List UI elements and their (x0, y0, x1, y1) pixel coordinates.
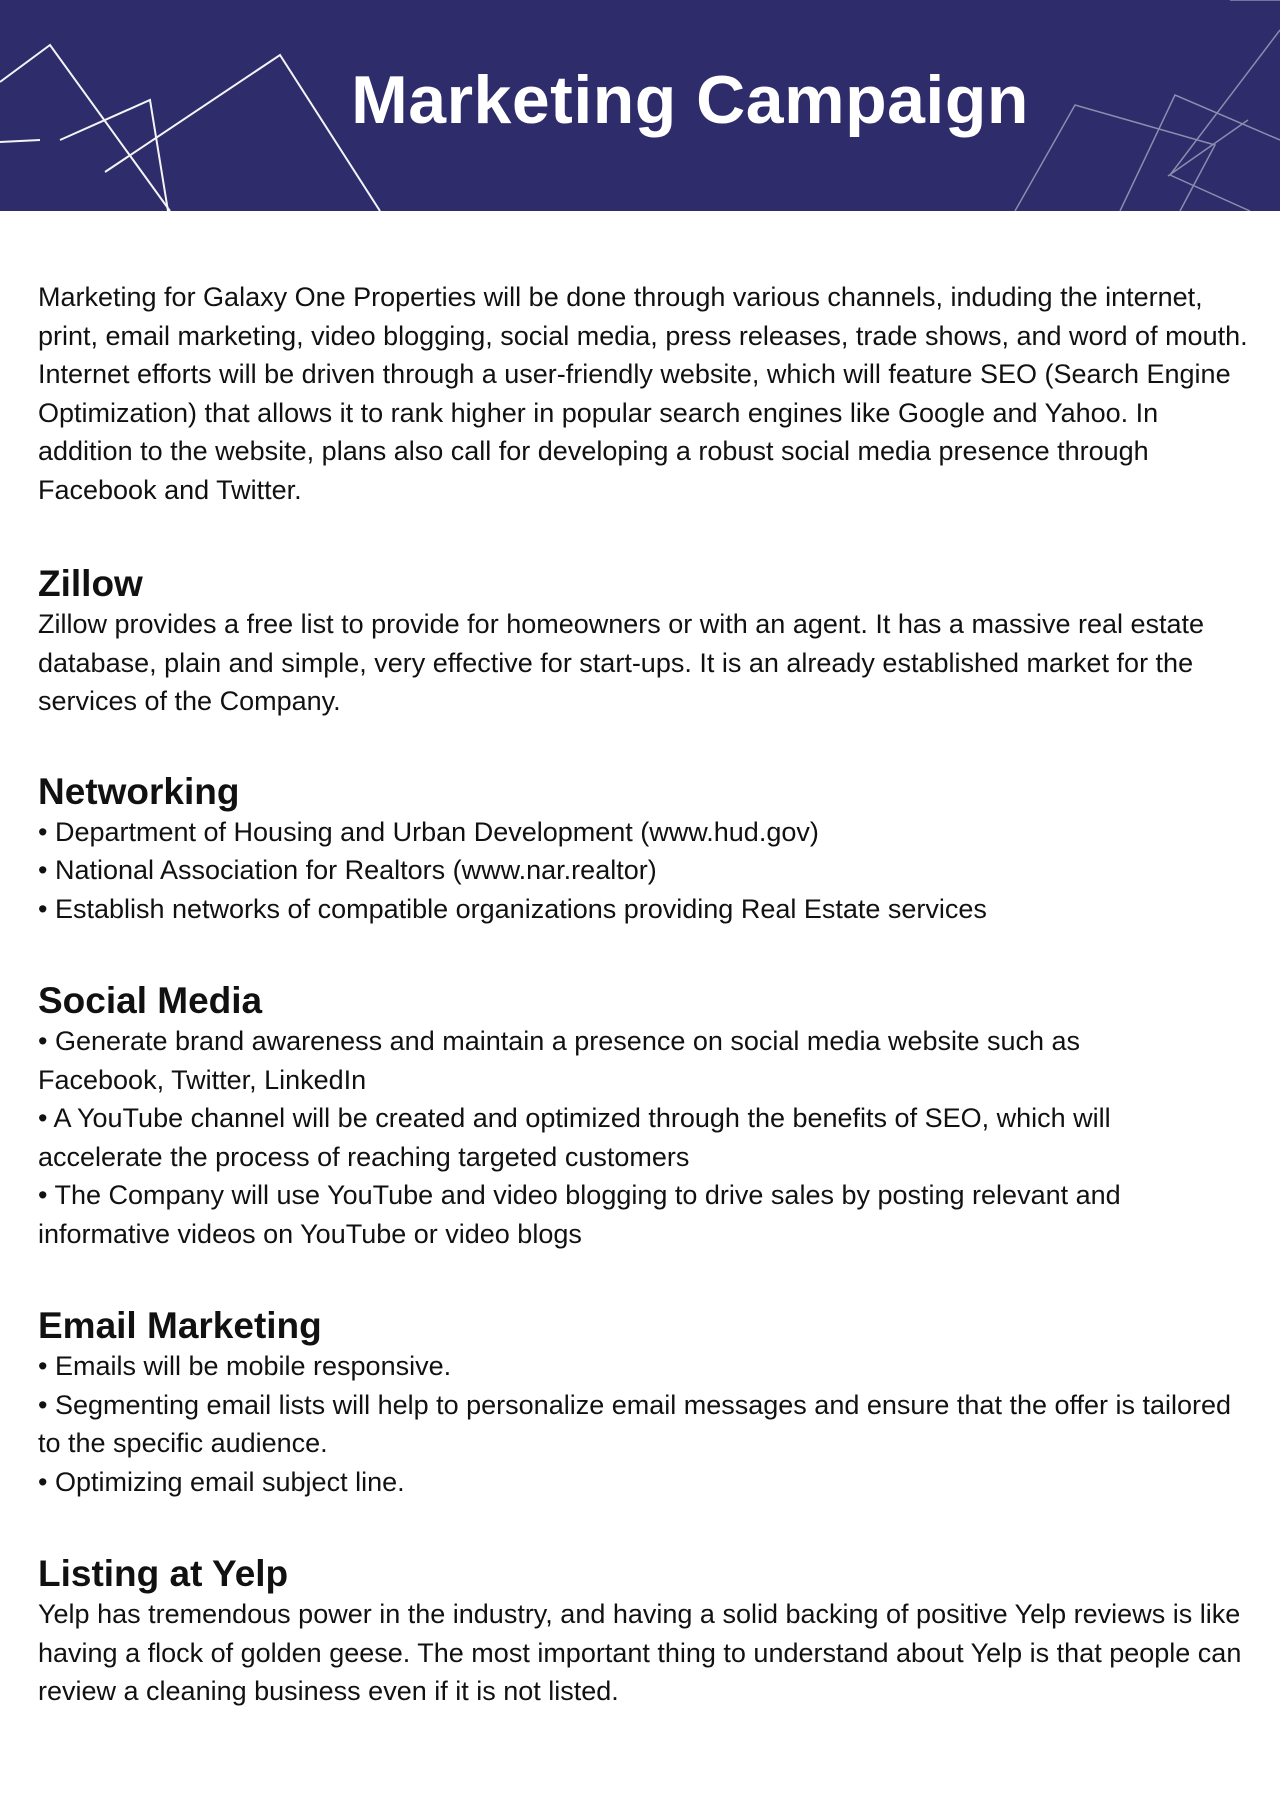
intro-paragraph: Marketing for Galaxy One Properties will be done through various channels, induding the internet, print, email marketing, video blogging, social media, press releases, trade shows, and word of mouth. Internet efforts will be driven through a user-friendly website, which will feature SEO (Search Engine Optimization) that allows it to rank higher in popular search engines like Google and Yahoo. In addition to the website, plans also call for developing a robust social media presence through Facebook and Twitter. (38, 282, 1248, 505)
section-text: Yelp has tremendous power in the industry, and having a solid backing of positive Yelp reviews is like having a flock of golden geese. The most important thing to understand about Yelp is that people can review a cleaning business even if it is not listed. (38, 1599, 1242, 1706)
list-item: • Generate brand awareness and maintain a presence on social media website such as Facebook, Twitter, LinkedIn (38, 1026, 1081, 1095)
list-item: • Optimizing email subject line. (38, 1466, 405, 1497)
list-item: • National Association for Realtors (www.nar.realtor) (38, 855, 657, 885)
list-item: • The Company will use YouTube and video blogging to drive sales by posting relevant and informative videos on YouTube or video blogs (38, 1180, 1121, 1249)
bullet-list (38, 813, 1250, 929)
section-heading: Listing at Yelp (38, 1553, 289, 1594)
list-item: • Emails will be mobile responsive. (38, 1351, 452, 1381)
list-item: • Establish networks of compatible organizations providing Real Estate services (38, 893, 987, 924)
list-item: • A YouTube channel will be created and optimized through the benefits of SEO, which will accelerate the process of reaching targeted customers (38, 1103, 1111, 1172)
section-heading: Zillow (38, 563, 143, 604)
list-item: • Segmenting email lists will help to personalize email messages and ensure that the offer is tailored to the specific audience. (38, 1389, 1232, 1458)
page-title: Marketing Campaign (351, 62, 1029, 138)
bullet-list (38, 1347, 1250, 1501)
section-networking (38, 771, 1250, 929)
section-heading: Email Marketing (38, 1305, 322, 1346)
section-zillow (38, 563, 1250, 721)
section-heading: Networking (38, 770, 240, 812)
document-body (38, 278, 1250, 1763)
section-text: Zillow provides a free list to provide for homeowners or with an agent. It has a massive real estate database, plain and simple, very effective for start-ups. It is an already established market for the services of the Company. (38, 609, 1205, 716)
section-social-media (38, 980, 1250, 1253)
header-banner (0, 0, 1280, 211)
list-item: • Department of Housing and Urban Development (www.hud.gov) (38, 816, 819, 847)
section-email-marketing (38, 1305, 1250, 1501)
bullet-list (38, 1022, 1198, 1253)
section-heading: Social Media (38, 980, 263, 1021)
section-listing-at-yelp (38, 1553, 1250, 1711)
